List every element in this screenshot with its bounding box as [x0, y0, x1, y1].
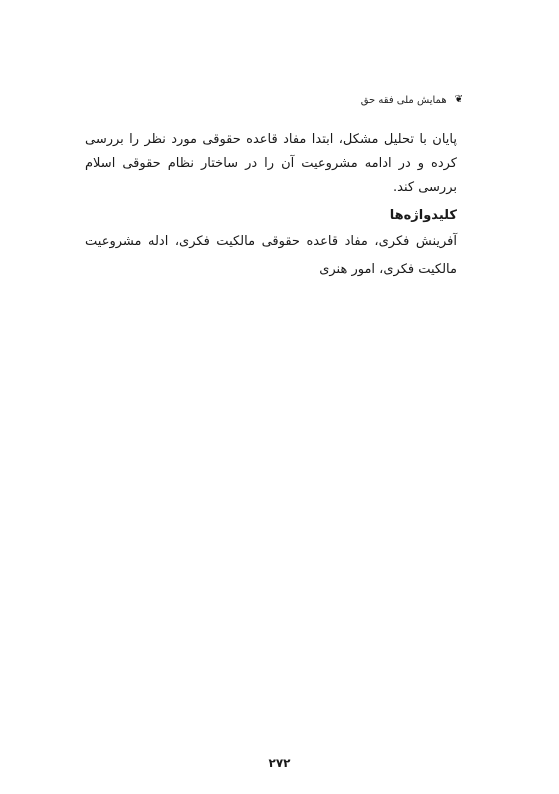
- running-head-title: ﻫﻤﺎﯾﺶ ﻣﻠﯽ ﻓﻘﻪ ﺣﻖ: [360, 94, 447, 106]
- fleuron-icon: ❦: [454, 94, 463, 105]
- keywords-heading: کلیدواژه‌ها: [389, 208, 457, 223]
- page-number: ۲۷۲: [268, 756, 291, 770]
- running-head: [323, 92, 463, 108]
- body-paragraph: پایان با تحلیل مشکل، ابتدا مفاد قاعده حقوقی مورد نظر را بررسی کرده و در ادامه مشروعیت آن را در ساختار نظام حقوقی اسلام بررسی کند.: [85, 132, 457, 195]
- keywords-text: آفرینش فکری، مفاد قاعده حقوقی مالکیت فکری، ادله مشروعیت مالکیت فکری، امور هنری: [85, 234, 457, 277]
